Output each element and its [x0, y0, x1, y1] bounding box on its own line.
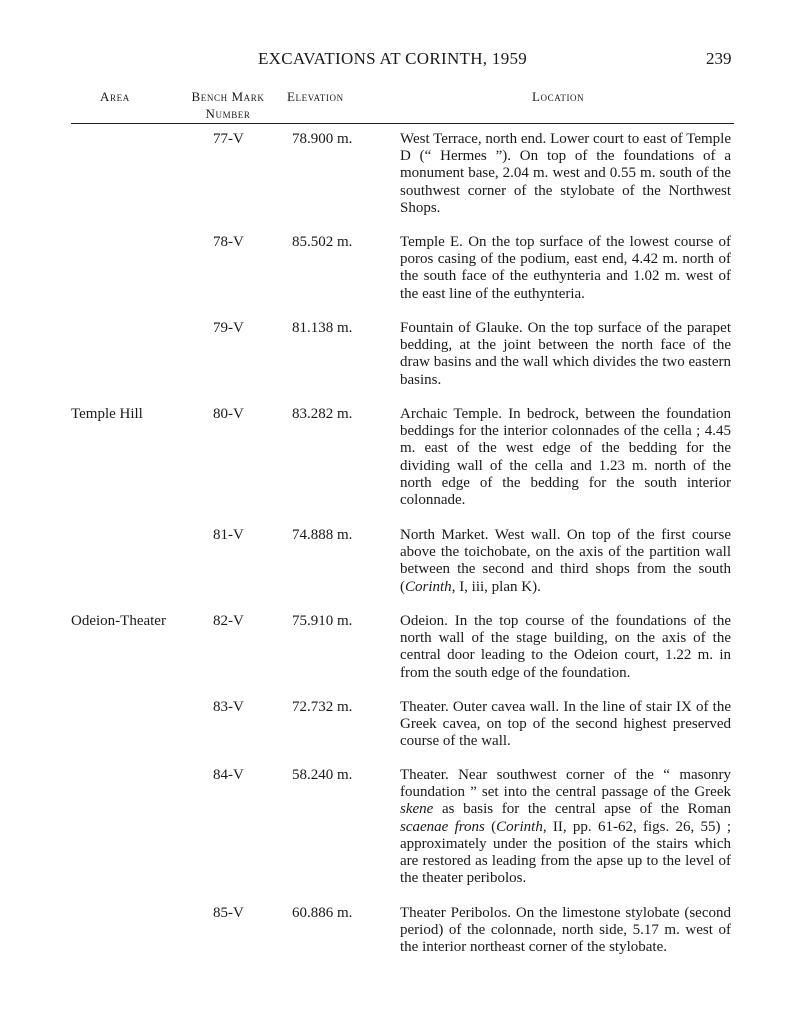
elevation-cell: 85.502 m.: [292, 234, 353, 250]
elevation-cell: 74.888 m.: [292, 527, 353, 543]
column-header-bench-mark: [176, 88, 280, 122]
bench-mark-cell: 85-V: [213, 905, 244, 921]
bench-mark-cell: 79-V: [213, 320, 244, 336]
column-header-location: Location: [532, 89, 585, 104]
running-head: [0, 49, 797, 71]
location-cell: Fountain of Glauke. On the top surface of the parapet bedding, at the joint between the north face of the draw basins and the wall which divides the two eastern basins.: [400, 320, 731, 388]
bench-mark-cell: 82-V: [213, 613, 244, 629]
bench-mark-cell: 78-V: [213, 234, 244, 250]
location-cell: North Market. West wall. On top of the first course above the toichobate, on the axis of the partition wall between the second and third shops from the south (Corinth, I, iii, plan K).: [400, 527, 731, 595]
elevation-cell: 83.282 m.: [292, 406, 353, 422]
location-cell: Theater Peribolos. On the limestone stylobate (second period) of the colonnade, north side, 5.17 m. west of the interior northeast corner of the stylobate.: [400, 905, 731, 956]
header-rule: [71, 123, 734, 124]
elevation-cell: 78.900 m.: [292, 131, 353, 147]
column-header-elevation: Elevation: [287, 89, 344, 104]
bench-mark-cell: 83-V: [213, 699, 244, 715]
location-cell: Archaic Temple. In bedrock, between the foundation beddings for the interior colonnades of the cella ; 4.45 m. east of the west edge of the bedding for the dividing wall of the cella and 1.23 m. north of the north edge of the bedding for the south interior colonnade.: [400, 406, 731, 509]
location-cell: Odeion. In the top course of the foundations of the north wall of the stage building, on the axis of the central door leading to the Odeion court, 1.22 m. in from the south edge of the foundation.: [400, 613, 731, 681]
page-number: 239: [706, 49, 732, 68]
elevation-cell: 75.910 m.: [292, 613, 353, 629]
bench-mark-cell: 77-V: [213, 131, 244, 147]
location-cell: Temple E. On the top surface of the lowest course of poros casing of the podium, east end, 4.42 m. north of the south face of the euthynteria and 1.02 m. west of the east line of the euthynteria.: [400, 234, 731, 302]
column-header-bench-mark-line2: Number: [205, 106, 251, 121]
location-cell: West Terrace, north end. Lower court to east of Temple D (“ Hermes ”). On top of the foundations of a monument base, 2.04 m. west and 0.55 m. south of the southwest corner of the stylobate of the Northwest Shops.: [400, 131, 731, 216]
location-cell: Theater. Outer cavea wall. In the line of stair IX of the Greek cavea, on top of the second highest preserved course of the wall.: [400, 699, 731, 750]
elevation-cell: 72.732 m.: [292, 699, 353, 715]
elevation-cell: 81.138 m.: [292, 320, 353, 336]
elevation-cell: 60.886 m.: [292, 905, 353, 921]
bench-mark-cell: 84-V: [213, 767, 244, 783]
area-cell: Odeion-Theater: [71, 613, 166, 629]
column-header-bench-mark-line1: Bench Mark: [191, 89, 265, 104]
bench-mark-cell: 80-V: [213, 406, 244, 422]
area-cell: Temple Hill: [71, 406, 143, 422]
running-title: EXCAVATIONS AT CORINTH, 1959: [258, 49, 528, 68]
column-header-area: Area: [100, 89, 130, 104]
elevation-cell: 58.240 m.: [292, 767, 353, 783]
bench-mark-cell: 81-V: [213, 527, 244, 543]
location-cell: Theater. Near southwest corner of the “ masonry foundation ” set into the central passage of the Greek skene as basis for the central apse of the Roman scaenae frons (Corinth, II, pp. 61-62, figs. 26, 55) ; approximately under the position of the stairs which are restored as leading from the apse up to the level of the theater peribolos.: [400, 767, 731, 887]
